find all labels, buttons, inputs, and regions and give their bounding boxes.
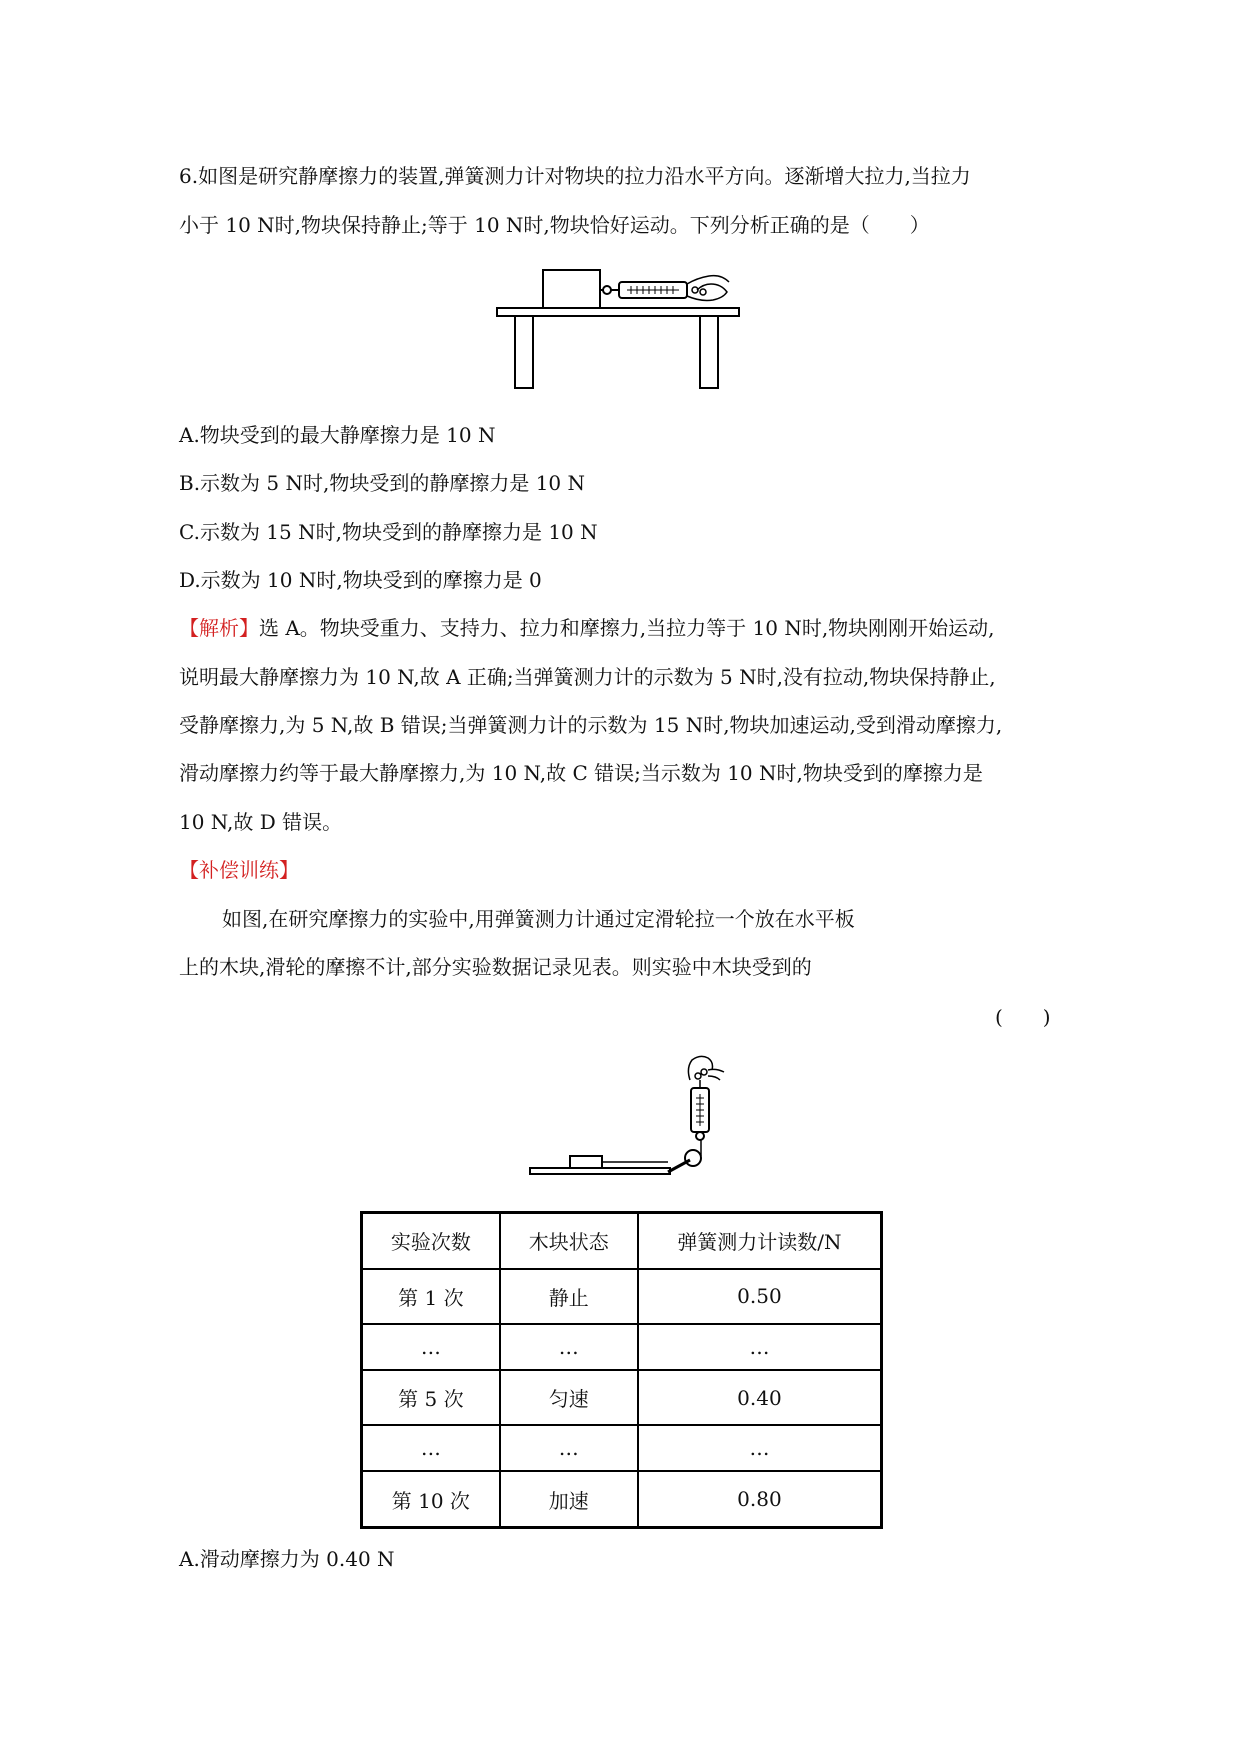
table-header-row: [362, 1213, 882, 1269]
q6-option-b: B.示数为 5 N时,物块受到的静摩擦力是 10 N: [179, 471, 586, 495]
supplement-tag: 【补偿训练】: [179, 858, 299, 882]
supplement-stem-line2: 上的木块,滑轮的摩擦不计,部分实验数据记录见表。则实验中木块受到的: [179, 955, 812, 979]
q6-option-c: C.示数为 15 N时,物块受到的静摩擦力是 10 N: [179, 520, 598, 544]
experiment-data-table: [360, 1211, 883, 1529]
table-cell: …: [500, 1425, 638, 1471]
wood-block: [570, 1156, 602, 1168]
supplement-stem-line1: 如图,在研究摩擦力的实验中,用弹簧测力计通过定滑轮拉一个放在水平板: [222, 907, 855, 931]
table-cell: 静止: [500, 1269, 638, 1324]
table-cell: …: [362, 1425, 500, 1471]
wood-block: [543, 270, 600, 308]
analysis-line5: 10 N,故 D 错误。: [179, 810, 343, 834]
analysis-line3: 受静摩擦力,为 5 N,故 B 错误;当弹簧测力计的示数为 15 N时,物块加速运动,受到滑动摩擦力,: [179, 713, 1003, 737]
table-leg-right: [700, 316, 718, 388]
table-cell: …: [500, 1324, 638, 1370]
table-row: [362, 1269, 882, 1324]
table-cell: …: [362, 1324, 500, 1370]
table-row: [362, 1324, 882, 1370]
analysis-text: 选 A。物块受重力、支持力、拉力和摩擦力,当拉力等于 10 N时,物块刚刚开始运动,: [259, 616, 995, 640]
analysis-line4: 滑动摩擦力约等于最大静摩擦力,为 10 N,故 C 错误;当示数为 10 N时,物块受到的摩擦力是: [179, 761, 983, 785]
q6-stem-line1: 6.如图是研究静摩擦力的装置,弹簧测力计对物块的拉力沿水平方向。逐渐增大拉力,当拉力: [179, 164, 971, 188]
analysis-line1: [179, 614, 995, 642]
table-cell: …: [638, 1425, 882, 1471]
table-cell: 加速: [500, 1471, 638, 1527]
q6-stem-line2: 小于 10 N时,物块保持静止;等于 10 N时,物块恰好运动。下列分析正确的是（ ）: [179, 213, 930, 237]
table-cell: 0.50: [638, 1269, 882, 1324]
table-row: [362, 1425, 882, 1471]
table-cell: 0.40: [638, 1370, 882, 1425]
table-cell: 第 1 次: [362, 1269, 500, 1324]
q6-option-a: A.物块受到的最大静摩擦力是 10 N: [179, 423, 496, 447]
hand: [688, 1056, 724, 1080]
table-row: [362, 1370, 882, 1425]
table-leg-left: [515, 316, 533, 388]
q6-option-d: D.示数为 10 N时,物块受到的摩擦力是 0: [179, 568, 542, 592]
analysis-tag: 【解析】: [179, 616, 259, 640]
table-cell: 第 5 次: [362, 1370, 500, 1425]
header-trial: 实验次数: [362, 1213, 500, 1269]
table-cell: 0.80: [638, 1471, 882, 1527]
tabletop: [497, 308, 739, 316]
analysis-line2: 说明最大静摩擦力为 10 N,故 A 正确;当弹簧测力计的示数为 5 N时,没有拉动,物块保持静止,: [179, 665, 996, 689]
pulley-friction-figure: [528, 1054, 728, 1186]
answer-bracket: ( ): [995, 1005, 1051, 1029]
table-cell: …: [638, 1324, 882, 1370]
table-row: [362, 1471, 882, 1527]
header-state: 木块状态: [500, 1213, 638, 1269]
supplement-option-a: A.滑动摩擦力为 0.40 N: [179, 1547, 395, 1571]
table-cell: 匀速: [500, 1370, 638, 1425]
pulley: [685, 1150, 701, 1166]
header-reading: 弹簧测力计读数/N: [638, 1213, 882, 1269]
static-friction-apparatus-figure: [495, 262, 755, 392]
table-cell: 第 10 次: [362, 1471, 500, 1527]
